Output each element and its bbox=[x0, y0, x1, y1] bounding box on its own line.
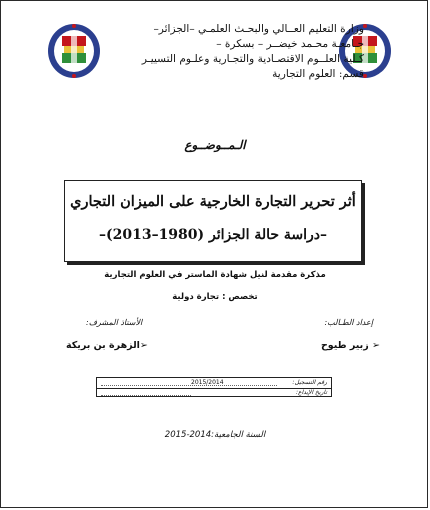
thesis-subtitle: –دراسة حالة الجزائر (1980–2013)– bbox=[98, 227, 328, 243]
specialization: تخصص : تجارة دولية bbox=[172, 292, 258, 302]
student-name-text: زبير طيوح bbox=[320, 340, 369, 351]
memo-description: مذكرة مقدمة لنيل شهادة الماستر في العلوم التجارية bbox=[104, 270, 326, 280]
registration-box bbox=[96, 377, 332, 397]
dotted-line bbox=[101, 395, 191, 396]
supervisor-label: الأستاذ المشرف: bbox=[86, 318, 143, 327]
deposit-date-label: تاريخ الإيداع: bbox=[295, 389, 327, 396]
registration-number-label: رقم التسجيل: bbox=[292, 379, 327, 386]
student-name: ➢ زبير طيوح bbox=[320, 340, 380, 351]
institution-header bbox=[102, 22, 364, 82]
thesis-title-box bbox=[64, 180, 362, 262]
dotted-line bbox=[101, 385, 277, 386]
department-line: قسم: العلوم التجارية bbox=[272, 68, 364, 80]
faculty-line: كـلية العلــوم الاقتصـادية والتجـارية وعلـوم التسييـر bbox=[141, 53, 364, 65]
student-label: إعداد الطـالب: bbox=[324, 318, 373, 327]
subject-label: الـمــوضــوع bbox=[184, 138, 246, 152]
registration-number: 2015/2014 bbox=[191, 379, 224, 386]
thesis-title: أثر تحرير التجارة الخارجية على الميزان التجاري bbox=[70, 193, 356, 210]
ministry-line: وزارة التعليم العــالي والبحـث العلمـي –الجزائر– bbox=[153, 23, 364, 35]
academic-year: السنة الجامعية:2014-2015 bbox=[164, 430, 266, 440]
deposit-date-row bbox=[97, 388, 331, 398]
supervisor-name: ➢الزهرة بن بريكة bbox=[66, 340, 148, 351]
supervisor-name-text: الزهرة بن بريكة bbox=[66, 340, 140, 351]
university-logo-left bbox=[46, 22, 102, 80]
university-line: جـامعـة محـمد خيضــر – بسكرة – bbox=[216, 38, 364, 50]
